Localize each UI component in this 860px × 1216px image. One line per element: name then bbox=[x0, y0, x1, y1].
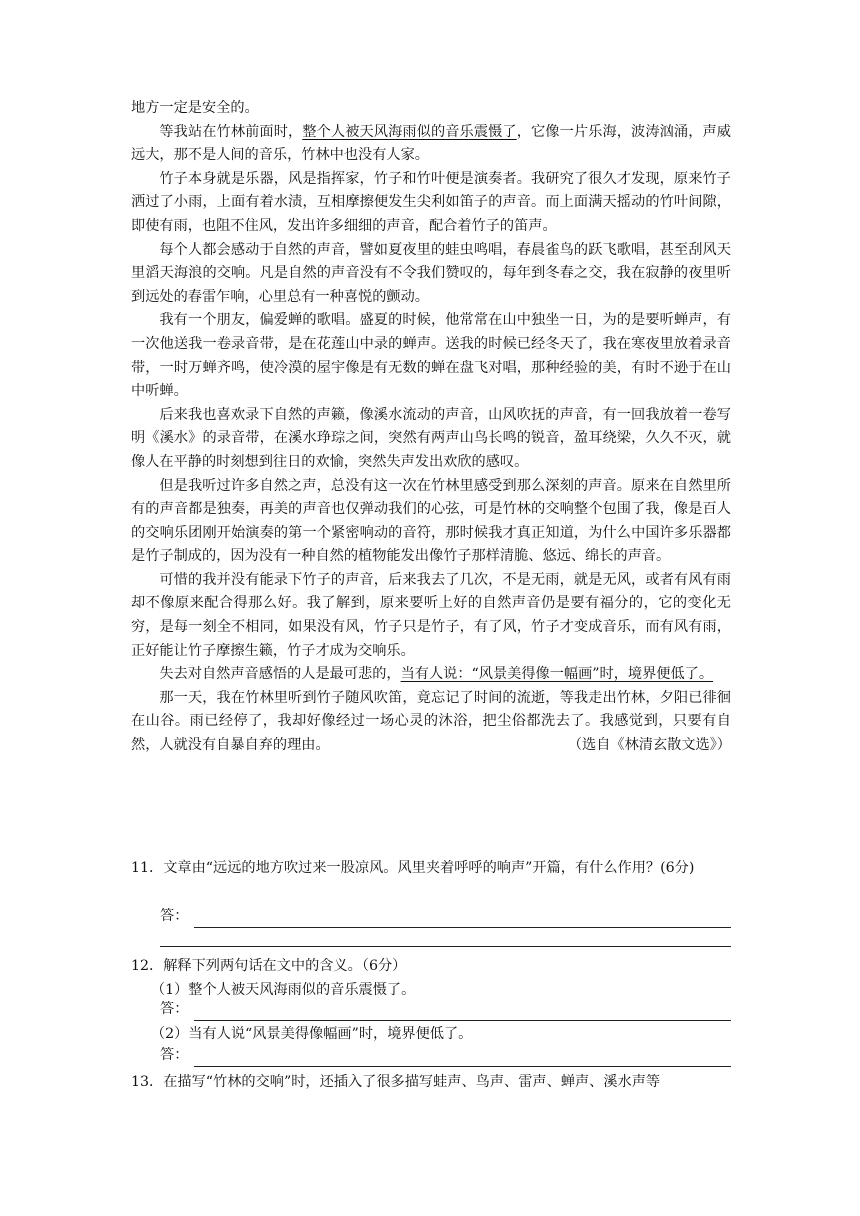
essay-paragraph: 每个人都会感动于自然的声音，譬如夏夜里的蛙虫鸣唱，春晨雀鸟的跃飞歌唱，甚至刮风天里滔天海浪的交响。凡是自然的声音没有不令我们赞叹的，每年到冬春之交，我在寂静的夜里听到远处的春雷乍响，心里总有一种喜悦的颤动。 bbox=[131, 241, 731, 305]
essay-paragraph: 但是我听过许多自然之声，总没有这一次在竹林里感受到那么深刻的声音。原来在自然里所有的声音都是独奏，再美的声音也仅弹动我们的心弦，可是竹林的交响整个包围了我，像是百人的交响乐团刚开始演奏的第一个紧密响动的音符，那时候我才真正知道，为什么中国许多乐器都是竹子制成的，因为没有一种自然的植物能发出像竹子那样清脆、悠远、绵长的声音。 bbox=[131, 477, 731, 565]
essay-text-segment: 等我站在竹林前面时， bbox=[159, 123, 303, 140]
question-text: 11．文章由“远远的地方吹过来一股凉风。风里夹着呼呼的响声”开篇，有什么作用？(6分) bbox=[131, 860, 695, 876]
question-11 bbox=[131, 857, 731, 880]
question-12 bbox=[131, 955, 731, 1002]
answer-label: 答： bbox=[160, 1001, 189, 1017]
answer-line[interactable] bbox=[194, 910, 731, 928]
answer-label: 答： bbox=[160, 908, 189, 924]
answer-line[interactable] bbox=[160, 945, 731, 947]
question-text: 12．解释下列两句话在文中的含义。（6分） bbox=[131, 958, 407, 974]
essay-paragraph: 地方一定是安全的。 bbox=[131, 100, 259, 116]
essay-paragraph bbox=[131, 687, 731, 758]
answer-area-12-2 bbox=[160, 1043, 731, 1067]
essay-text-segment: ，它像一片乐海，波涛汹涌，声威远大，那不是人间的音乐，竹林中也没有人家。 bbox=[131, 123, 731, 164]
answer-row bbox=[160, 997, 731, 1021]
answer-area-11 bbox=[160, 904, 731, 928]
essay-paragraph: 竹子本身就是乐器，风是指挥家，竹子和竹叶便是演奏者。我研究了很久才发现，原来竹子洒过了小雨，上面有着水渍，互相摩擦便发生尖利如笛子的声音。而上面满天摇动的竹叶间隙，即使有雨，也阻不住风，发出许多细细的声音，配合着竹子的笛声。 bbox=[131, 170, 731, 234]
essay-paragraph: 可惜的我并没有能录下竹子的声音，后来我去了几次，不是无雨，就是无风，或者有风有雨却不像原来配合得那么好。我了解到，原来要听上好的自然声音仍是要有福分的，它的变化无穷，是每一刻全不相同，如果没有风，竹子只是竹子，有了风，竹子才变成音乐，而有风有雨，正好能让竹子摩擦生籁，竹子才成为交响乐。 bbox=[131, 571, 731, 659]
essay-paragraph bbox=[131, 663, 731, 687]
sub-question: （1）整个人被天风海雨似的音乐震慑了。 bbox=[150, 982, 416, 998]
essay-text bbox=[131, 97, 731, 758]
answer-line[interactable] bbox=[194, 1049, 731, 1067]
underlined-sentence-2: 当有人说：“风景美得像一幅画”时，境界便低了。 bbox=[400, 666, 714, 683]
essay-paragraph: 后来我也喜欢录下自然的声籁，像溪水流动的声音，山风吹抚的声音，有一回我放着一卷写明《溪水》的录音带，在溪水琤琮之间，突然有两声山鸟长鸣的锐音，盈耳绕梁，久久不灭，就像人在平静的时刻想到往日的欢愉，突然失声发出欢欣的感叹。 bbox=[131, 406, 731, 470]
answer-row bbox=[160, 1043, 731, 1067]
question-text: 13．在描写“竹林的交响”时，还插入了很多描写蛙声、鸟声、雷声、蝉声、溪水声等 bbox=[131, 1074, 661, 1090]
answer-row bbox=[160, 904, 731, 928]
essay-text-segment: 那一天，我在竹林里听到竹子随风吹笛，竟忘记了时间的流逝，等我走出竹林，夕阳已徘徊在山谷。雨已经停了，我却好像经过一场心灵的沐浴，把尘俗都洗去了。我感觉到，只要有自然，人就没有自暴自弃的理由。 bbox=[131, 689, 731, 754]
source-citation: （选自《林清玄散文选》） bbox=[567, 737, 731, 754]
underlined-sentence-1: 整个人被天风海雨似的音乐震慑了 bbox=[302, 123, 517, 140]
sub-question: （2）当有人说“风景美得像幅画”时，境界便低了。 bbox=[150, 1026, 473, 1042]
answer-area-12-1 bbox=[160, 997, 731, 1021]
essay-paragraph: 我有一个朋友，偏爱蝉的歌唱。盛夏的时候，他常常在山中独坐一日，为的是要听蝉声，有一次他送我一卷录音带，是在花莲山中录的蝉声。送我的时候已经冬天了，我在寒夜里放着录音带，一时万蝉齐鸣，使冷漠的屋宇像是有无数的蝉在盘飞对唱，那种经验的美，有时不逊于在山中听蝉。 bbox=[131, 312, 731, 400]
answer-line[interactable] bbox=[194, 1003, 731, 1021]
essay-text-segment: 失去对自然声音感悟的人是最可悲的， bbox=[159, 666, 401, 683]
question-13 bbox=[131, 1071, 731, 1094]
essay-paragraph bbox=[131, 121, 731, 168]
answer-label: 答： bbox=[160, 1047, 189, 1063]
